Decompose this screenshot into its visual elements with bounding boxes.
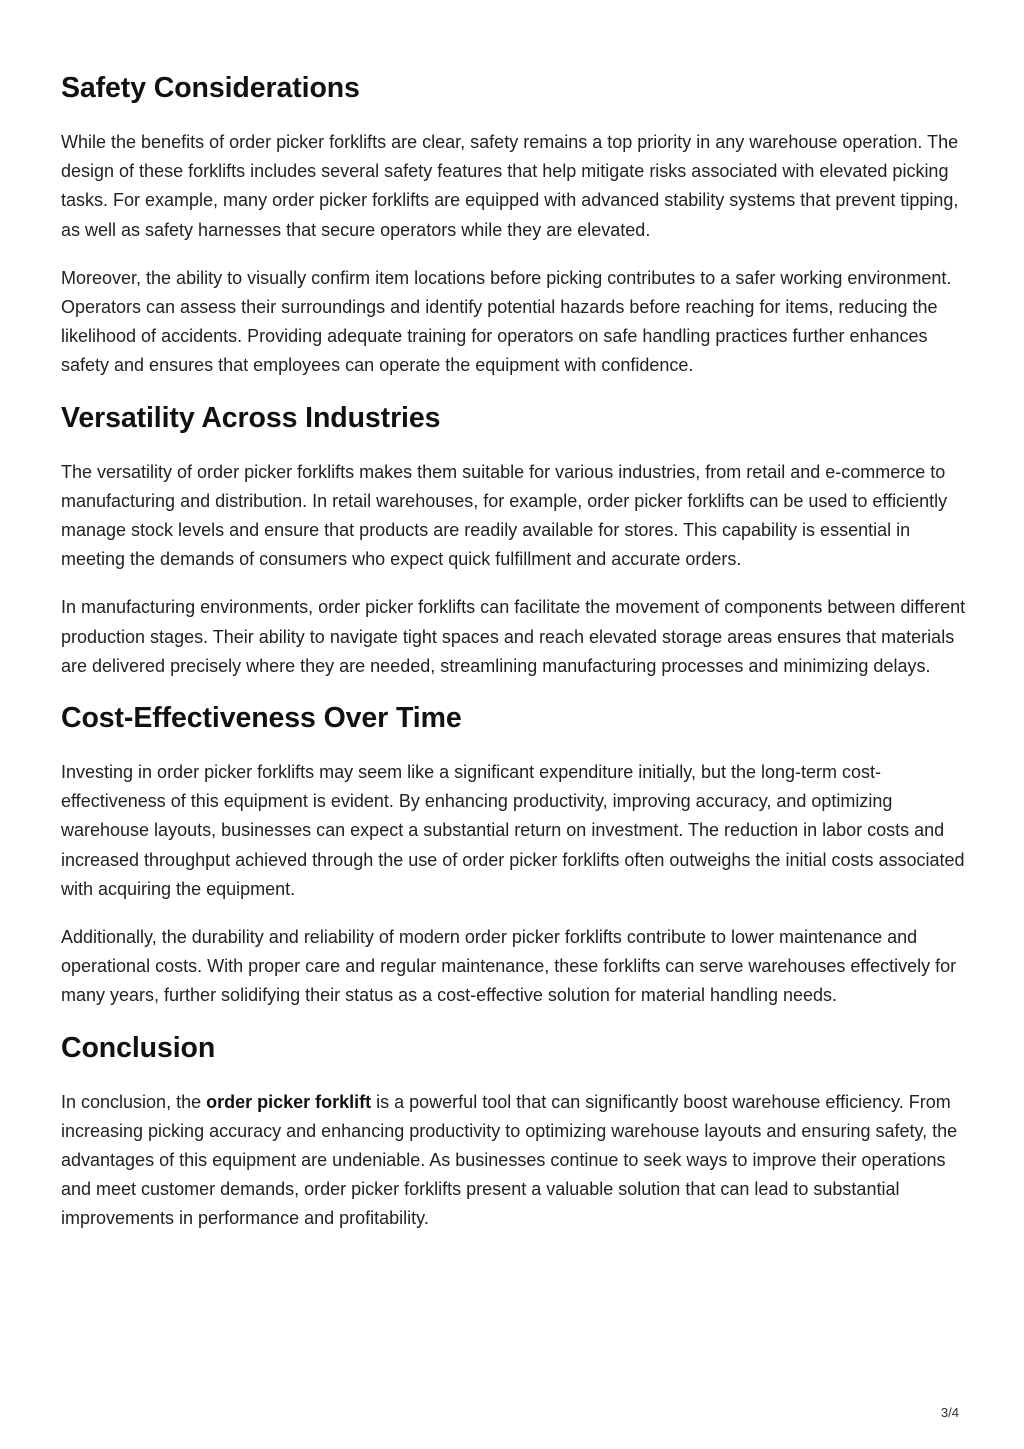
paragraph-cost-2: Additionally, the durability and reliability of modern order picker forklifts contribute to lower maintenance and operational costs. With proper care and regular maintenance, these forklifts can serve warehouses effectively for many years, further solidifying their status as a cost-effective solution for material handling needs. <box>61 927 957 1006</box>
section-heading-safety: Safety Considerations <box>61 72 360 104</box>
paragraph-versatility-2: In manufacturing environments, order picker forklifts can facilitate the movement of components between different production stages. Their ability to navigate tight spaces and reach elevated storage areas ensures that materials are delivered precisely where they are needed, streamlining manufacturing processes and minimizing delays. <box>61 597 966 676</box>
conclusion-bold-link-text: order picker forklift <box>206 1091 372 1112</box>
conclusion-lead-text: In conclusion, the <box>61 1091 207 1112</box>
section-heading-conclusion: Conclusion <box>61 1031 216 1064</box>
page-number: 3/4 <box>940 1405 959 1420</box>
paragraph-safety-1: While the benefits of order picker forklifts are clear, safety remains a top priority in any warehouse operation. The design of these forklifts includes several safety features that help mitigate risks associated with elevated picking tasks. For example, many order picker forklifts are equipped with advanced stability systems that prevent tipping, as well as safety harnesses that secure operators while they are elevated. <box>61 132 959 240</box>
document-page <box>61 66 966 1234</box>
paragraph-cost-1: Investing in order picker forklifts may seem like a significant expenditure initially, but the long-term cost-effectiveness of this equipment is evident. By enhancing productivity, improving accuracy, and optimizing warehouse layouts, businesses can expect a substantial return on investment. The reduction in labor costs and increased throughput achieved through the use of order picker forklifts often outweighs the initial costs associated with acquiring the equipment. <box>61 762 965 899</box>
paragraph-versatility-1: The versatility of order picker forklifts makes them suitable for various industries, from retail and e-commerce to manufacturing and distribution. In retail warehouses, for example, order picker forklifts can be used to efficiently manage stock levels and ensure that products are readily available for stores. This capability is essential in meeting the demands of consumers who expect quick fulfillment and accurate orders. <box>61 461 948 570</box>
section-heading-cost: Cost-Effectiveness Over Time <box>61 702 462 735</box>
conclusion-rest-text: is a powerful tool that can significantly boost warehouse efficiency. From increasing picking accuracy and enhancing productivity to optimizing warehouse layouts and ensuring safety, the advantages of this equipment are undeniable. As businesses continue to seek ways to improve their operations and meet customer demands, order picker forklifts present a valuable solution that can lead to substantial improvements in performance and profitability. <box>61 1091 958 1229</box>
paragraph-conclusion <box>61 1088 966 1234</box>
paragraph-safety-2: Moreover, the ability to visually confirm item locations before picking contributes to a safer working environment. Operators can assess their surroundings and identify potential hazards before reaching for items, reducing the likelihood of accidents. Providing adequate training for operators on safe handling practices further enhances safety and ensures that employees can operate the equipment with confidence. <box>61 267 952 376</box>
section-heading-versatility: Versatility Across Industries <box>61 401 441 434</box>
